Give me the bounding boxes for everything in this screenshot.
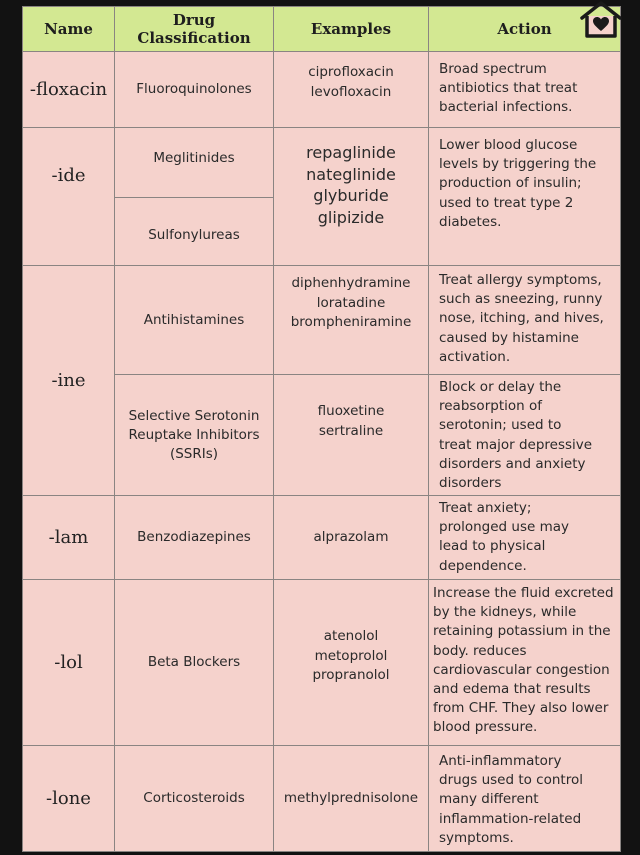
classification-line: Reuptake Inhibitors	[128, 426, 260, 443]
action-cell	[429, 375, 621, 496]
example-drug: glyburide	[313, 186, 389, 205]
example-drug: metoprolol	[314, 647, 388, 664]
header-examples: Examples	[274, 7, 429, 52]
action-cell	[429, 746, 621, 852]
action-line: drugs used to control	[439, 772, 583, 789]
classification-cell: Beta Blockers	[115, 580, 274, 746]
action-line: symptoms.	[439, 829, 514, 846]
example-drug: levofloxacin	[310, 83, 392, 100]
classification-cell: Corticosteroids	[115, 746, 274, 852]
examples-cell	[274, 496, 429, 580]
action-line: caused by histamine	[439, 329, 579, 346]
example-drug: ciprofloxacin	[308, 64, 394, 80]
action-line: by the kidneys, while	[433, 604, 577, 621]
examples-cell	[274, 580, 429, 746]
example-drug: repaglinide	[306, 143, 396, 162]
action-line: diabetes.	[439, 213, 502, 230]
action-line: production of insulin;	[439, 175, 582, 192]
examples-cell	[274, 746, 429, 852]
suffix-cell: -lol	[23, 580, 115, 746]
action-line: Treat allergy symptoms,	[439, 272, 602, 288]
table-row	[23, 128, 621, 198]
example-drug: alprazolam	[313, 528, 389, 545]
action-line: activation.	[439, 348, 511, 365]
action-line: blood pressure.	[433, 719, 538, 736]
action-line: prolonged use may	[439, 519, 569, 536]
suffix-cell: -lam	[23, 496, 115, 580]
example-drug: loratadine	[316, 294, 386, 311]
action-line: treat major depressive	[439, 436, 593, 453]
action-line: inflammation-related	[439, 810, 582, 827]
table-row	[23, 746, 621, 852]
action-cell	[429, 496, 621, 580]
example-drug: atenolol	[323, 628, 379, 644]
examples-cell	[274, 375, 429, 496]
table-header-row	[23, 7, 621, 52]
action-line: Increase the fluid excreted	[433, 585, 614, 601]
action-line: reabsorption of	[439, 398, 542, 415]
action-cell	[429, 52, 621, 128]
action-line: and edema that results	[433, 681, 591, 698]
classification-cell: Fluoroquinolones	[115, 52, 274, 128]
table-row	[23, 52, 621, 128]
classification-cell	[115, 375, 274, 496]
table-row	[23, 580, 621, 746]
action-line: disorders	[439, 475, 502, 492]
example-drug: propranolol	[312, 667, 390, 683]
header-action: Action	[429, 7, 621, 52]
action-line: nose, itching, and hives,	[439, 310, 604, 327]
example-drug: nateglinide	[306, 164, 396, 184]
classification-cell: Benzodiazepines	[115, 496, 274, 580]
action-line: Treat anxiety;	[439, 500, 532, 516]
suffix-cell: -floxacin	[23, 52, 115, 128]
action-line: from CHF. They also lower	[433, 700, 609, 717]
action-line: Anti-inflammatory	[439, 753, 562, 769]
header-name: Name	[23, 7, 115, 52]
action-cell	[429, 266, 621, 375]
action-line: levels by triggering the	[439, 156, 597, 173]
house-heart-icon	[578, 0, 624, 40]
examples-cell	[274, 52, 429, 128]
suffix-cell: -lone	[23, 746, 115, 852]
action-line: Broad spectrum	[439, 61, 547, 77]
action-line: retaining potassium in the	[433, 623, 611, 640]
example-drug: diphenhydramine	[291, 275, 411, 291]
action-line: serotonin; used to	[439, 417, 562, 434]
action-line: Lower blood glucose	[439, 137, 578, 153]
example-drug: methylprednisolone	[283, 789, 419, 806]
example-drug: fluoxetine	[317, 403, 385, 419]
suffix-cell: -ine	[23, 266, 115, 496]
action-line: antibiotics that treat	[439, 80, 578, 97]
action-line: cardiovascular congestion	[433, 661, 610, 678]
examples-cell	[274, 128, 429, 266]
action-line: used to treat type 2	[439, 194, 574, 211]
example-drug: brompheniramine	[290, 314, 412, 330]
table-row	[23, 496, 621, 580]
classification-cell: Sulfonylureas	[115, 198, 274, 266]
suffix-cell: -ide	[23, 128, 115, 266]
action-cell	[429, 128, 621, 266]
example-drug: sertraline	[318, 422, 384, 439]
action-line: dependence.	[439, 557, 527, 574]
classification-line: (SSRIs)	[169, 445, 219, 462]
action-line: body. reduces	[433, 642, 527, 659]
classification-cell: Meglitinides	[115, 128, 274, 198]
action-cell	[429, 580, 621, 746]
classification-line: Selective Serotonin	[128, 407, 260, 424]
examples-cell	[274, 266, 429, 375]
classification-cell: Antihistamines	[115, 266, 274, 375]
table-row	[23, 266, 621, 375]
action-line: bacterial infections.	[439, 99, 573, 116]
action-line: such as sneezing, runny	[439, 291, 603, 308]
example-drug: glipizide	[317, 207, 385, 227]
action-line: many different	[439, 791, 539, 808]
action-line: lead to physical	[439, 538, 546, 555]
drug-suffix-table	[22, 6, 621, 852]
action-line: Block or delay the	[439, 379, 562, 395]
header-classification: Drug Classification	[115, 7, 274, 52]
action-line: disorders and anxiety	[439, 455, 586, 472]
